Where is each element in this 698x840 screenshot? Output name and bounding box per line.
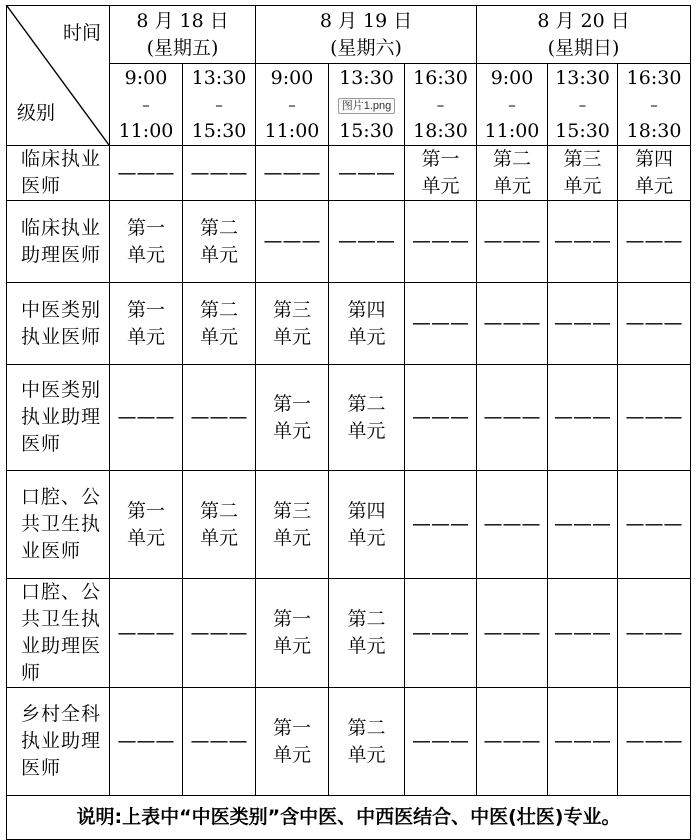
time-slot-2 xyxy=(256,64,329,146)
slot-separator: – xyxy=(215,95,223,114)
day-date: 8 月 19 日 xyxy=(319,9,413,32)
slot-separator: – xyxy=(578,95,587,114)
slot-end: 18:30 xyxy=(413,119,468,142)
session-label: 第二 xyxy=(347,716,386,739)
session-label: 单元 xyxy=(126,526,165,549)
slot-end: 15:30 xyxy=(339,119,394,142)
session-label: 单元 xyxy=(635,175,674,197)
corner-time-label: 时间 xyxy=(62,22,101,44)
session-cell xyxy=(329,471,405,579)
session-cell xyxy=(110,471,183,579)
empty-dash-cell: ——— xyxy=(618,579,691,688)
session-label: 第三 xyxy=(273,298,312,321)
slot-end: 15:30 xyxy=(191,119,247,142)
session-label: 单元 xyxy=(126,325,165,348)
slot-separator: – xyxy=(508,95,516,114)
day-date: 8 月 20 日 xyxy=(537,9,630,32)
slot-start: 13:30 xyxy=(339,66,394,89)
time-slot-1 xyxy=(183,64,256,146)
empty-dash-cell: ——— xyxy=(548,688,618,796)
empty-dash-cell: ——— xyxy=(477,579,548,688)
time-slot-3 xyxy=(329,64,405,146)
table-row xyxy=(7,201,691,283)
empty-dash-cell: ——— xyxy=(405,579,477,688)
session-label: 第一 xyxy=(126,298,165,321)
category-cell xyxy=(7,688,110,796)
date-header-row xyxy=(7,6,691,64)
slot-end: 18:30 xyxy=(626,119,682,142)
session-label: 单元 xyxy=(421,175,460,197)
slot-separator: – xyxy=(288,95,296,114)
session-label: 单元 xyxy=(273,743,312,766)
session-label: 单元 xyxy=(126,243,165,266)
slot-start: 16:30 xyxy=(626,66,682,89)
empty-dash-cell: ——— xyxy=(405,365,477,471)
empty-dash-cell: ——— xyxy=(329,201,405,283)
session-label: 第二 xyxy=(347,392,386,415)
empty-dash-cell: ——— xyxy=(405,283,477,365)
session-label: 第一 xyxy=(421,148,460,170)
table-row xyxy=(7,688,691,796)
empty-dash-cell: ——— xyxy=(405,201,477,283)
session-label: 第三 xyxy=(563,148,602,170)
session-label: 第二 xyxy=(493,148,532,170)
slot-end: 11:00 xyxy=(264,119,320,142)
session-label: 单元 xyxy=(347,325,386,348)
session-label: 单元 xyxy=(347,635,386,657)
category-label: 临床执业医师 xyxy=(21,148,102,197)
slot-separator: – xyxy=(650,95,658,114)
table-row xyxy=(7,365,691,471)
time-slot-7 xyxy=(618,64,691,146)
empty-dash-cell: ——— xyxy=(405,688,477,796)
session-label: 单元 xyxy=(200,325,239,348)
session-label: 单元 xyxy=(347,526,386,549)
empty-dash-cell: ——— xyxy=(618,365,691,471)
corner-cell xyxy=(7,6,110,146)
empty-dash-cell: ——— xyxy=(183,688,256,796)
session-label: 单元 xyxy=(347,419,386,442)
session-label: 第四 xyxy=(635,148,674,170)
session-label: 单元 xyxy=(273,526,312,549)
category-label: 乡村全科执业助理医师 xyxy=(21,703,102,779)
category-label: 口腔、公共卫生执业助理医师 xyxy=(21,581,102,684)
session-cell xyxy=(110,201,183,283)
session-label: 单元 xyxy=(273,419,312,442)
session-label: 单元 xyxy=(347,743,386,766)
category-label: 中医类别执业医师 xyxy=(21,298,102,348)
session-cell xyxy=(183,201,256,283)
table-row xyxy=(7,471,691,579)
session-label: 单元 xyxy=(200,243,239,266)
table-row xyxy=(7,283,691,365)
empty-dash-cell: ——— xyxy=(548,471,618,579)
session-label: 单元 xyxy=(200,526,239,549)
day-header-0 xyxy=(110,6,256,64)
session-label: 第四 xyxy=(347,298,386,321)
empty-dash-cell: ——— xyxy=(405,471,477,579)
category-cell xyxy=(7,471,110,579)
day-weekday: (星期日) xyxy=(547,36,620,59)
slot-end: 11:00 xyxy=(118,119,174,142)
day-weekday: (星期六) xyxy=(330,36,402,59)
session-cell xyxy=(110,283,183,365)
session-label: 第四 xyxy=(347,499,386,522)
slot-end: 11:00 xyxy=(484,119,540,142)
category-cell xyxy=(7,365,110,471)
session-cell xyxy=(256,471,329,579)
slot-start: 16:30 xyxy=(413,66,468,89)
empty-dash-cell: ——— xyxy=(618,201,691,283)
session-label: 单元 xyxy=(273,635,312,657)
session-cell xyxy=(329,579,405,688)
empty-dash-cell: ——— xyxy=(256,201,329,283)
session-cell xyxy=(548,146,618,201)
category-cell xyxy=(7,579,110,688)
empty-dash-cell: ——— xyxy=(477,471,548,579)
slot-start: 9:00 xyxy=(124,66,168,89)
empty-dash-cell: ——— xyxy=(548,579,618,688)
session-label: 第一 xyxy=(126,499,165,522)
slot-start: 13:30 xyxy=(191,66,247,89)
empty-dash-cell: ——— xyxy=(110,365,183,471)
empty-dash-cell: ——— xyxy=(183,146,256,201)
empty-dash-cell: ——— xyxy=(110,688,183,796)
empty-dash-cell: ——— xyxy=(183,365,256,471)
slot-start: 9:00 xyxy=(490,66,534,89)
empty-dash-cell: ——— xyxy=(618,471,691,579)
category-label: 口腔、公共卫生执业医师 xyxy=(21,486,102,562)
session-label: 第二 xyxy=(347,608,386,630)
session-cell xyxy=(329,365,405,471)
empty-dash-cell: ——— xyxy=(183,579,256,688)
empty-dash-cell: ——— xyxy=(548,201,618,283)
empty-dash-cell: ——— xyxy=(477,688,548,796)
category-cell xyxy=(7,283,110,365)
session-cell xyxy=(618,146,691,201)
session-label: 第三 xyxy=(273,499,312,522)
exam-schedule-table xyxy=(6,5,691,840)
session-cell xyxy=(329,688,405,796)
time-slot-5 xyxy=(477,64,548,146)
slot-start: 13:30 xyxy=(555,66,610,89)
empty-dash-cell: ——— xyxy=(618,283,691,365)
empty-dash-cell: ——— xyxy=(548,365,618,471)
session-cell xyxy=(183,283,256,365)
session-label: 第二 xyxy=(200,298,239,321)
session-cell xyxy=(256,579,329,688)
session-label: 第二 xyxy=(200,216,239,239)
session-label: 第二 xyxy=(200,499,239,522)
session-cell xyxy=(183,471,256,579)
category-label: 临床执业助理医师 xyxy=(21,216,102,266)
day-date: 8 月 18 日 xyxy=(136,9,229,32)
corner-level-label: 级别 xyxy=(17,102,56,124)
session-label: 单元 xyxy=(273,325,312,348)
time-slot-6 xyxy=(548,64,618,146)
empty-dash-cell: ——— xyxy=(477,283,548,365)
slot-separator: – xyxy=(142,95,150,114)
session-label: 第一 xyxy=(126,216,165,239)
time-slot-0 xyxy=(110,64,183,146)
session-cell xyxy=(256,365,329,471)
session-cell xyxy=(405,146,477,201)
empty-dash-cell: ——— xyxy=(110,579,183,688)
session-label: 第一 xyxy=(273,608,312,630)
day-weekday: (星期五) xyxy=(146,36,219,59)
empty-dash-cell: ——— xyxy=(329,146,405,201)
empty-dash-cell: ——— xyxy=(256,146,329,201)
session-cell xyxy=(256,688,329,796)
table-row xyxy=(7,146,691,201)
table-row xyxy=(7,579,691,688)
category-cell xyxy=(7,201,110,283)
empty-dash-cell: ——— xyxy=(477,201,548,283)
session-label: 单元 xyxy=(493,175,532,197)
category-label: 中医类别执业助理医师 xyxy=(21,379,102,455)
category-cell xyxy=(7,146,110,201)
session-cell xyxy=(477,146,548,201)
session-cell xyxy=(256,283,329,365)
session-cell xyxy=(329,283,405,365)
time-slot-4 xyxy=(405,64,477,146)
image-placeholder-icon xyxy=(329,92,404,118)
note-text: 说明:上表中“中医类别”含中医、中西医结合、中医(壮医)专业。 xyxy=(7,796,691,840)
slot-separator: – xyxy=(436,95,445,114)
empty-dash-cell: ——— xyxy=(548,283,618,365)
slot-start: 9:00 xyxy=(270,66,314,89)
session-label: 第一 xyxy=(273,716,312,739)
slot-end: 15:30 xyxy=(555,119,610,142)
image-filename-badge: 图片1.png xyxy=(338,98,396,114)
session-label: 第一 xyxy=(273,392,312,415)
empty-dash-cell: ——— xyxy=(477,365,548,471)
day-header-1 xyxy=(256,6,477,64)
day-header-2 xyxy=(477,6,691,64)
session-label: 单元 xyxy=(563,175,602,197)
empty-dash-cell: ——— xyxy=(618,688,691,796)
empty-dash-cell: ——— xyxy=(110,146,183,201)
